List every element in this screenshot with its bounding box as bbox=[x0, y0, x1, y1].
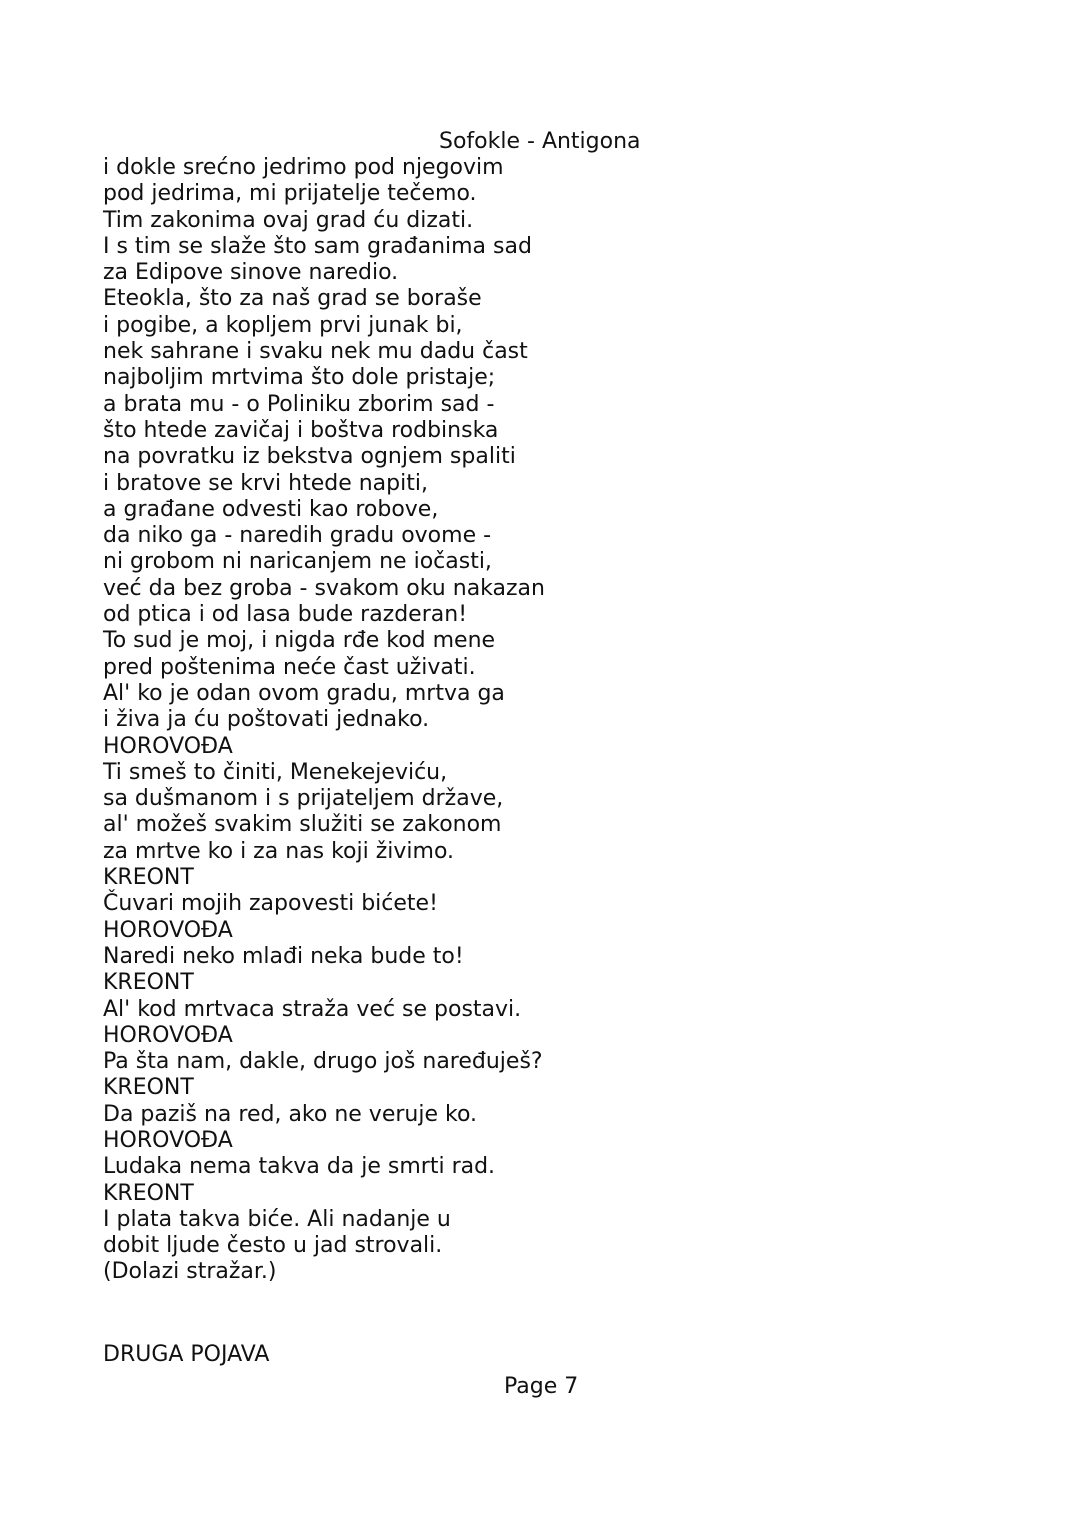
text-line: Pa šta nam, dakle, drugo još naređuješ? bbox=[103, 1049, 543, 1075]
text-line: Al' kod mrtvaca straža već se postavi. bbox=[103, 996, 522, 1022]
text-line: i dokle srećno jedrimo pod njegovim bbox=[103, 155, 504, 180]
text-line: I plata takva biće. Ali nadanje u bbox=[103, 1206, 451, 1232]
text-line: sa dušmanom i s prijateljem države, bbox=[103, 786, 504, 812]
text-line: nek sahrane i svaku nek mu dadu čast bbox=[103, 339, 528, 365]
speaker-label: HOROVOĐA bbox=[103, 917, 233, 943]
text-line: za Edipove sinove naredio. bbox=[103, 260, 399, 286]
text-line: Čuvari mojih zapovesti bićete! bbox=[103, 891, 438, 917]
speaker-label: KREONT bbox=[103, 865, 194, 891]
text-line: i pogibe, a kopljem prvi junak bi, bbox=[103, 312, 463, 338]
text-line: već da bez groba - svakom oku nakazan bbox=[103, 575, 545, 601]
page-number: Page 7 bbox=[504, 1374, 579, 1399]
text-line: pod jedrima, mi prijatelje tečemo. bbox=[103, 181, 477, 207]
section-heading: DRUGA POJAVA bbox=[103, 1342, 270, 1367]
text-line: Ludaka nema takva da je smrti rad. bbox=[103, 1154, 496, 1180]
text-line: da niko ga - naredih gradu ovome - bbox=[103, 523, 492, 549]
speaker-label: HOROVOĐA bbox=[103, 1022, 233, 1048]
text-line: a građane odvesti kao robove, bbox=[103, 496, 439, 522]
page-header-title: Sofokle - Antigona bbox=[439, 129, 641, 154]
speaker-label: HOROVOĐA bbox=[103, 1127, 233, 1153]
play-text bbox=[103, 155, 903, 1286]
text-line: Da paziš na red, ako ne veruje ko. bbox=[103, 1101, 478, 1127]
text-line: i živa ja ću poštovati jednako. bbox=[103, 707, 430, 733]
text-line: Al' ko je odan ovom gradu, mrtva ga bbox=[103, 680, 505, 706]
text-line: Naredi neko mlađi neka bude to! bbox=[103, 943, 464, 969]
text-line: za mrtve ko i za nas koji živimo. bbox=[103, 838, 455, 864]
speaker-label: KREONT bbox=[103, 1075, 194, 1101]
speaker-label: KREONT bbox=[103, 970, 194, 996]
text-line: od ptica i od lasa bude razderan! bbox=[103, 602, 468, 628]
speaker-label: HOROVOĐA bbox=[103, 733, 233, 759]
text-line: ni grobom ni naricanjem ne iočasti, bbox=[103, 549, 492, 575]
text-line: Tim zakonima ovaj grad ću dizati. bbox=[103, 207, 474, 233]
text-line: Ti smeš to činiti, Menekejeviću, bbox=[103, 759, 448, 785]
stage-direction: (Dolazi stražar.) bbox=[103, 1259, 277, 1285]
text-line: al' možeš svakim služiti se zakonom bbox=[103, 812, 502, 838]
speaker-label: KREONT bbox=[103, 1180, 194, 1206]
text-line: na povratku iz bekstva ognjem spaliti bbox=[103, 444, 516, 470]
text-line: najboljim mrtvima što dole pristaje; bbox=[103, 365, 496, 391]
text-line: i bratove se krvi htede napiti, bbox=[103, 470, 428, 496]
text-line: dobit ljude često u jad strovali. bbox=[103, 1233, 443, 1259]
text-line: a brata mu - o Poliniku zborim sad - bbox=[103, 391, 495, 417]
text-line: Eteokla, što za naš grad se boraše bbox=[103, 286, 482, 312]
text-line: To sud je moj, i nigda rđe kod mene bbox=[103, 628, 496, 654]
text-line: što htede zavičaj i boštva rodbinska bbox=[103, 417, 499, 443]
text-line: I s tim se slaže što sam građanima sad bbox=[103, 233, 532, 259]
text-line: pred poštenima neće čast uživati. bbox=[103, 654, 476, 680]
